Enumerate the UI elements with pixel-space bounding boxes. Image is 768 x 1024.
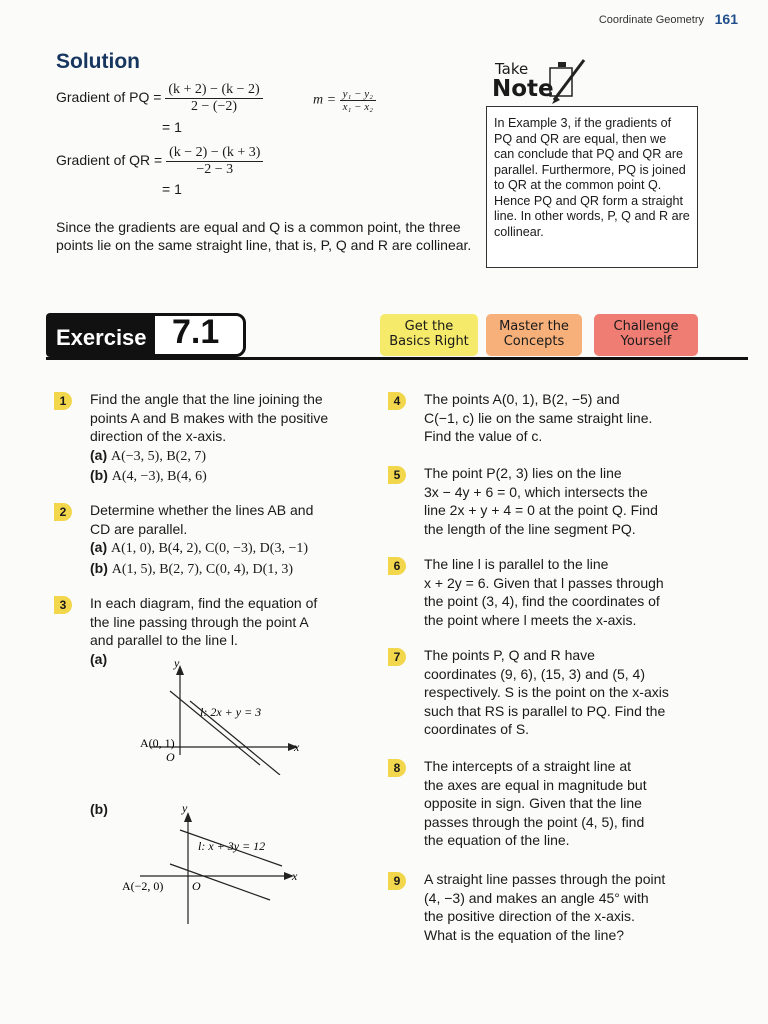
diagram-a	[130, 655, 310, 775]
q8-line: passes through the point (4, 5), find	[424, 813, 645, 830]
gradient-formula	[313, 88, 376, 113]
gradient-formula-denominator: x₁ − x₂	[342, 101, 373, 113]
gradient-qr-fraction	[166, 145, 263, 178]
q6-line: the point where l meets the x-axis.	[424, 611, 637, 628]
running-header: Coordinate Geometry	[598, 14, 704, 26]
diagram-b-y-label: y	[182, 801, 188, 815]
diagram-b-parallel-line	[170, 864, 270, 900]
q2-part-a: (a) A(1, 0), B(4, 2), C(0, −3), D(3, −1)	[90, 539, 308, 556]
gradient-formula-numerator: y₁ − y₂	[340, 88, 376, 101]
diagram-b	[120, 800, 310, 930]
q9-line: What is the equation of the line?	[424, 926, 625, 943]
exercise-number: 7.1	[172, 313, 220, 351]
gradient-qr-result: = 1	[162, 181, 182, 197]
q3-part-a-label: (a)	[90, 650, 108, 667]
q7-line: coordinates of S.	[424, 721, 530, 737]
q6-line: the point (3, 4), find the coordinates of	[424, 593, 660, 609]
question-9	[424, 870, 724, 944]
q5-line: 3x − 4y + 6 = 0, which intersects the	[424, 483, 648, 500]
tag-master-line1: Master the	[499, 319, 569, 334]
q5-line: line 2x + y + 4 = 0 at the point Q. Find	[424, 502, 658, 518]
exercise-word: Exercise	[56, 325, 147, 350]
gradient-pq-line	[56, 82, 263, 115]
tag-master-line2: Concepts	[503, 334, 565, 349]
gradient-pq-numerator: (k + 2) − (k − 2)	[165, 82, 262, 99]
solution-title: Solution	[56, 50, 140, 73]
q9-line: A straight line passes through the point	[424, 871, 666, 887]
q9-line: (4, −3) and makes an angle 45° with	[424, 889, 649, 906]
diagram-b-x-label: x	[292, 869, 298, 883]
gradient-formula-fraction	[340, 88, 376, 113]
q1-line: direction of the x-axis.	[90, 428, 227, 444]
q1-part-a: (a) A(−3, 5), B(2, 7)	[90, 446, 207, 464]
question-5	[424, 464, 724, 538]
diagram-a-origin: O	[166, 750, 175, 764]
q8-line: the equation of the line.	[424, 832, 570, 848]
q3-line: In each diagram, find the equation of	[90, 595, 318, 611]
tag-challenge-yourself	[594, 314, 698, 356]
diagram-a-line-l	[170, 691, 260, 765]
q1-part-b: (b) A(4, −3), B(4, 6)	[90, 467, 207, 484]
question-6	[424, 555, 724, 629]
q4-line: C(−1, c) lie on the same straight line.	[424, 409, 653, 426]
question-4	[424, 390, 724, 446]
exercise-rule	[46, 357, 748, 360]
question-number-4: 4	[388, 392, 406, 410]
gradient-formula-label: m =	[313, 92, 337, 108]
q8-line: the axes are equal in magnitude but	[424, 776, 647, 793]
question-2	[90, 501, 380, 579]
gradient-pq-result: = 1	[162, 119, 182, 135]
question-1	[90, 390, 380, 487]
q7-line: The points P, Q and R have	[424, 647, 595, 663]
diagram-a-point-label: A(0, 1)	[140, 736, 175, 750]
gradient-qr-denominator: −2 − 3	[196, 162, 234, 177]
tag-master-concepts	[486, 314, 582, 356]
pencil-note-icon	[544, 54, 590, 106]
q6-line: The line l is parallel to the line	[424, 556, 609, 572]
q7-line: such that RS is parallel to PQ. Find the	[424, 702, 666, 719]
q2-line: CD are parallel.	[90, 520, 188, 537]
question-number-7: 7	[388, 648, 406, 666]
question-7	[424, 646, 724, 739]
diagram-a-line-label: l: 2x + y = 3	[200, 705, 262, 719]
q6-line: x + 2y = 6. Given that l passes through	[424, 574, 664, 591]
take-note-note: Note	[492, 76, 554, 102]
q2-part-b: (b) A(1, 5), B(2, 7), C(0, 4), D(1, 3)	[90, 559, 293, 577]
gradient-qr-numerator: (k − 2) − (k + 3)	[166, 145, 263, 162]
question-number-3: 3	[54, 596, 72, 614]
q2-line: Determine whether the lines AB and	[90, 502, 314, 518]
question-8	[424, 757, 724, 850]
question-number-5: 5	[388, 466, 406, 484]
question-number-8: 8	[388, 759, 406, 777]
diagram-a-y-label: y	[174, 656, 180, 670]
question-number-9: 9	[388, 872, 406, 890]
tag-basics-line1: Get the	[404, 319, 454, 334]
q5-line: the length of the line segment PQ.	[424, 520, 636, 537]
diagram-b-origin: O	[192, 879, 201, 893]
take-note-take: Take	[495, 60, 529, 78]
question-number-2: 2	[54, 503, 72, 521]
page-number: 161	[714, 11, 738, 27]
diagram-a-x-label: x	[294, 740, 300, 754]
q3-line: the line passing through the point A	[90, 613, 309, 630]
q5-line: The point P(2, 3) lies on the line	[424, 465, 622, 481]
q1-line: Find the angle that the line joining the	[90, 391, 323, 407]
tag-basics-line2: Basics Right	[389, 334, 469, 349]
q4-line: The points A(0, 1), B(2, −5) and	[424, 391, 620, 407]
tag-basics-right	[380, 314, 478, 356]
diagram-b-point-label: A(−2, 0)	[122, 879, 164, 893]
q9-line: the positive direction of the x-axis.	[424, 908, 635, 924]
q8-line: opposite in sign. Given that the line	[424, 795, 642, 811]
q7-line: respectively. S is the point on the x-axis	[424, 684, 669, 700]
diagram-b-line-label: l: x + 3y = 12	[198, 839, 266, 853]
gradient-pq-denominator: 2 − (−2)	[190, 99, 238, 114]
question-number-1: 1	[54, 392, 72, 410]
q3-part-b-label: (b)	[90, 801, 108, 817]
tag-challenge-line2: Yourself	[620, 334, 672, 349]
gradient-qr-label: Gradient of QR =	[56, 152, 163, 169]
gradient-pq-fraction	[165, 82, 262, 115]
q3-line: and parallel to the line l.	[90, 632, 238, 648]
q4-line: Find the value of c.	[424, 428, 543, 444]
tag-challenge-line1: Challenge	[613, 319, 679, 334]
q7-line: coordinates (9, 6), (15, 3) and (5, 4)	[424, 665, 645, 682]
q1-line: points A and B makes with the positive	[90, 409, 329, 426]
take-note-text: In Example 3, if the gradients of PQ and QR are equal, then we can conclude that PQ and QR are parallel. Furthermore, PQ is joined to QR at the common point Q. Hence PQ and QR form a straight line. In other words, P, Q and R are collinear.	[494, 116, 690, 239]
solution-conclusion: Since the gradients are equal and Q is a common point, the three points lie on the same straight line, that is, P, Q and R are collinear.	[56, 219, 472, 253]
q8-line: The intercepts of a straight line at	[424, 758, 631, 774]
gradient-pq-label: Gradient of PQ =	[56, 89, 162, 106]
question-number-6: 6	[388, 557, 406, 575]
gradient-qr-line	[56, 145, 263, 178]
